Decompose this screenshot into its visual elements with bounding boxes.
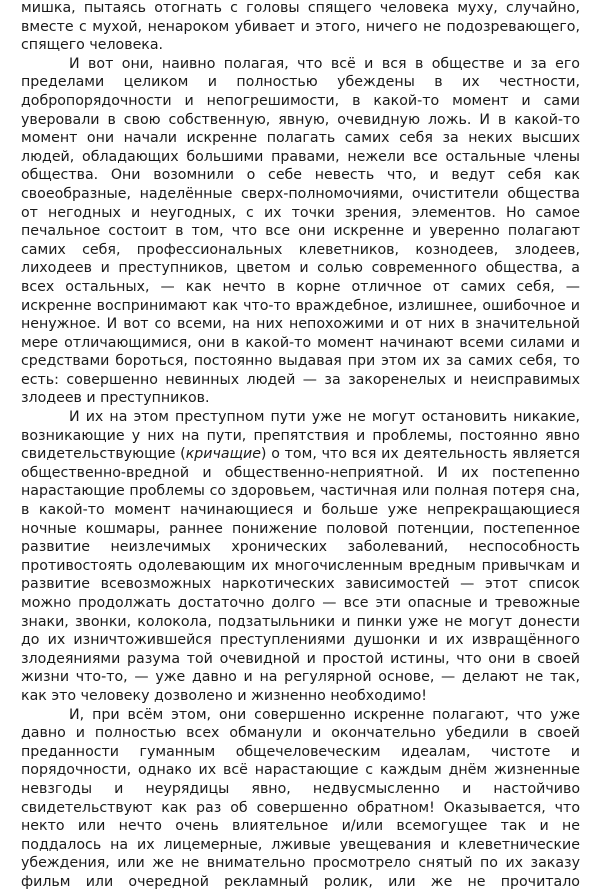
paragraph-2-text: И вот они, наивно полагая, что всё и вся в обществе и за его пределами целиком и полностью убеждены в их честности, добропорядочности и непогрешимости, в какой-то момент и сами уверовали в свою собственную, явную, очевидную ложь. И в какой-то момент они начали искренне полагать самих себя за неких высших людей, обладающих большими правами, нежели все остальные члены общества. Они возомнили о себе невесть что, и ведут себя как своеобразные, наделённые сверх-полномочиями, очистители общества от негодных и неугодных, с их точки зрения, элементов. Но самое печальное состоит в том, что все они искренне и уверенно полагают самих себя, профессиональных клеветников, кознодеев, злодеев, лиходеев и преступников, цветом и солью современного общества, а всех остальных, — как нечто в корне отличное от самих себя, — искренне воспринимают как что-то враждебное, излишнее, ошибочное и ненужное. И вот со всеми, на них непохожими и от них в значительной мере отличающимися, они в какой-то момент начинают всеми силами и средствами бороться, постоянно выдавая при этом их за самих себя, то есть: совершенно невинных людей — за закоренелых и неисправимых злодеев и преступников. xyxy=(21,55,580,407)
paragraph-3-text-start: И их на этом преступном пути уже не могут остановить никакие, возникающие у них на пути, препятствия и проблемы, постоянно явно свидетельствующие ( xyxy=(21,409,580,463)
paragraph-3-italic-word: кричащие xyxy=(185,446,261,463)
paragraph-4 xyxy=(21,706,580,892)
paragraph-4-text: И, при всём этом, они совершенно искренне полагают, что уже давно и полностью всех обманули и окончательно убедили в своей преданности гуманным общечеловеческим идеалам, чистоте и порядочности, однако их всё нарастающие с каждым днём жизненные невзгоды и неурядицы явно, недвусмысленно и настойчиво свидетельствуют как раз об совершенно обратном! Оказывается, что некто или нечто очень влиятельное и/или всемогущее так и не поддалось на их лицемерные, лживые увещевания и клеветнические убеждения, или же не внимательно просмотрело снятый по их заказу фильм или очередной рекламный ролик, или же не прочитало xyxy=(21,706,580,890)
paragraph-3-text-end: ) о том, что вся их деятельность является общественно-вредной и общественно-неприятной. И их постепенно нарастающие проблемы со здоровьем, частичная или полная потеря сна, в какой-то момент начинающиеся и больше уже непрекращающиеся ночные кошмары, раннее понижение половой потенции, постепенное развитие неизлечимых хронических заболеваний, неспособность противостоять одолевающим их многочисленным вредным привычкам и развитие всевозможных наркотических зависимостей — этот список можно продолжать достаточно долго — все эти опасные и тревожные знаки, звонки, колокола, подзатыльники и пинки уже не могут донести до их изничтожившейся преступлениями душонки и их извращённого злодеяниями разума той очевидной и простой истины, что они в своей жизни что-то, — уже давно и на регулярной основе, — делают не так, как это человеку дозволено и жизненно необходимо! xyxy=(21,446,580,704)
paragraph-3 xyxy=(21,408,580,706)
paragraph-1-text: мишка, пытаясь отогнать с головы спящего человека муху, случайно, вместе с мухой, ненароком убивает и этого, ничего не подозревающего, спящего человека. xyxy=(21,0,580,54)
paragraph-1 xyxy=(21,0,580,55)
paragraph-2 xyxy=(21,55,580,408)
